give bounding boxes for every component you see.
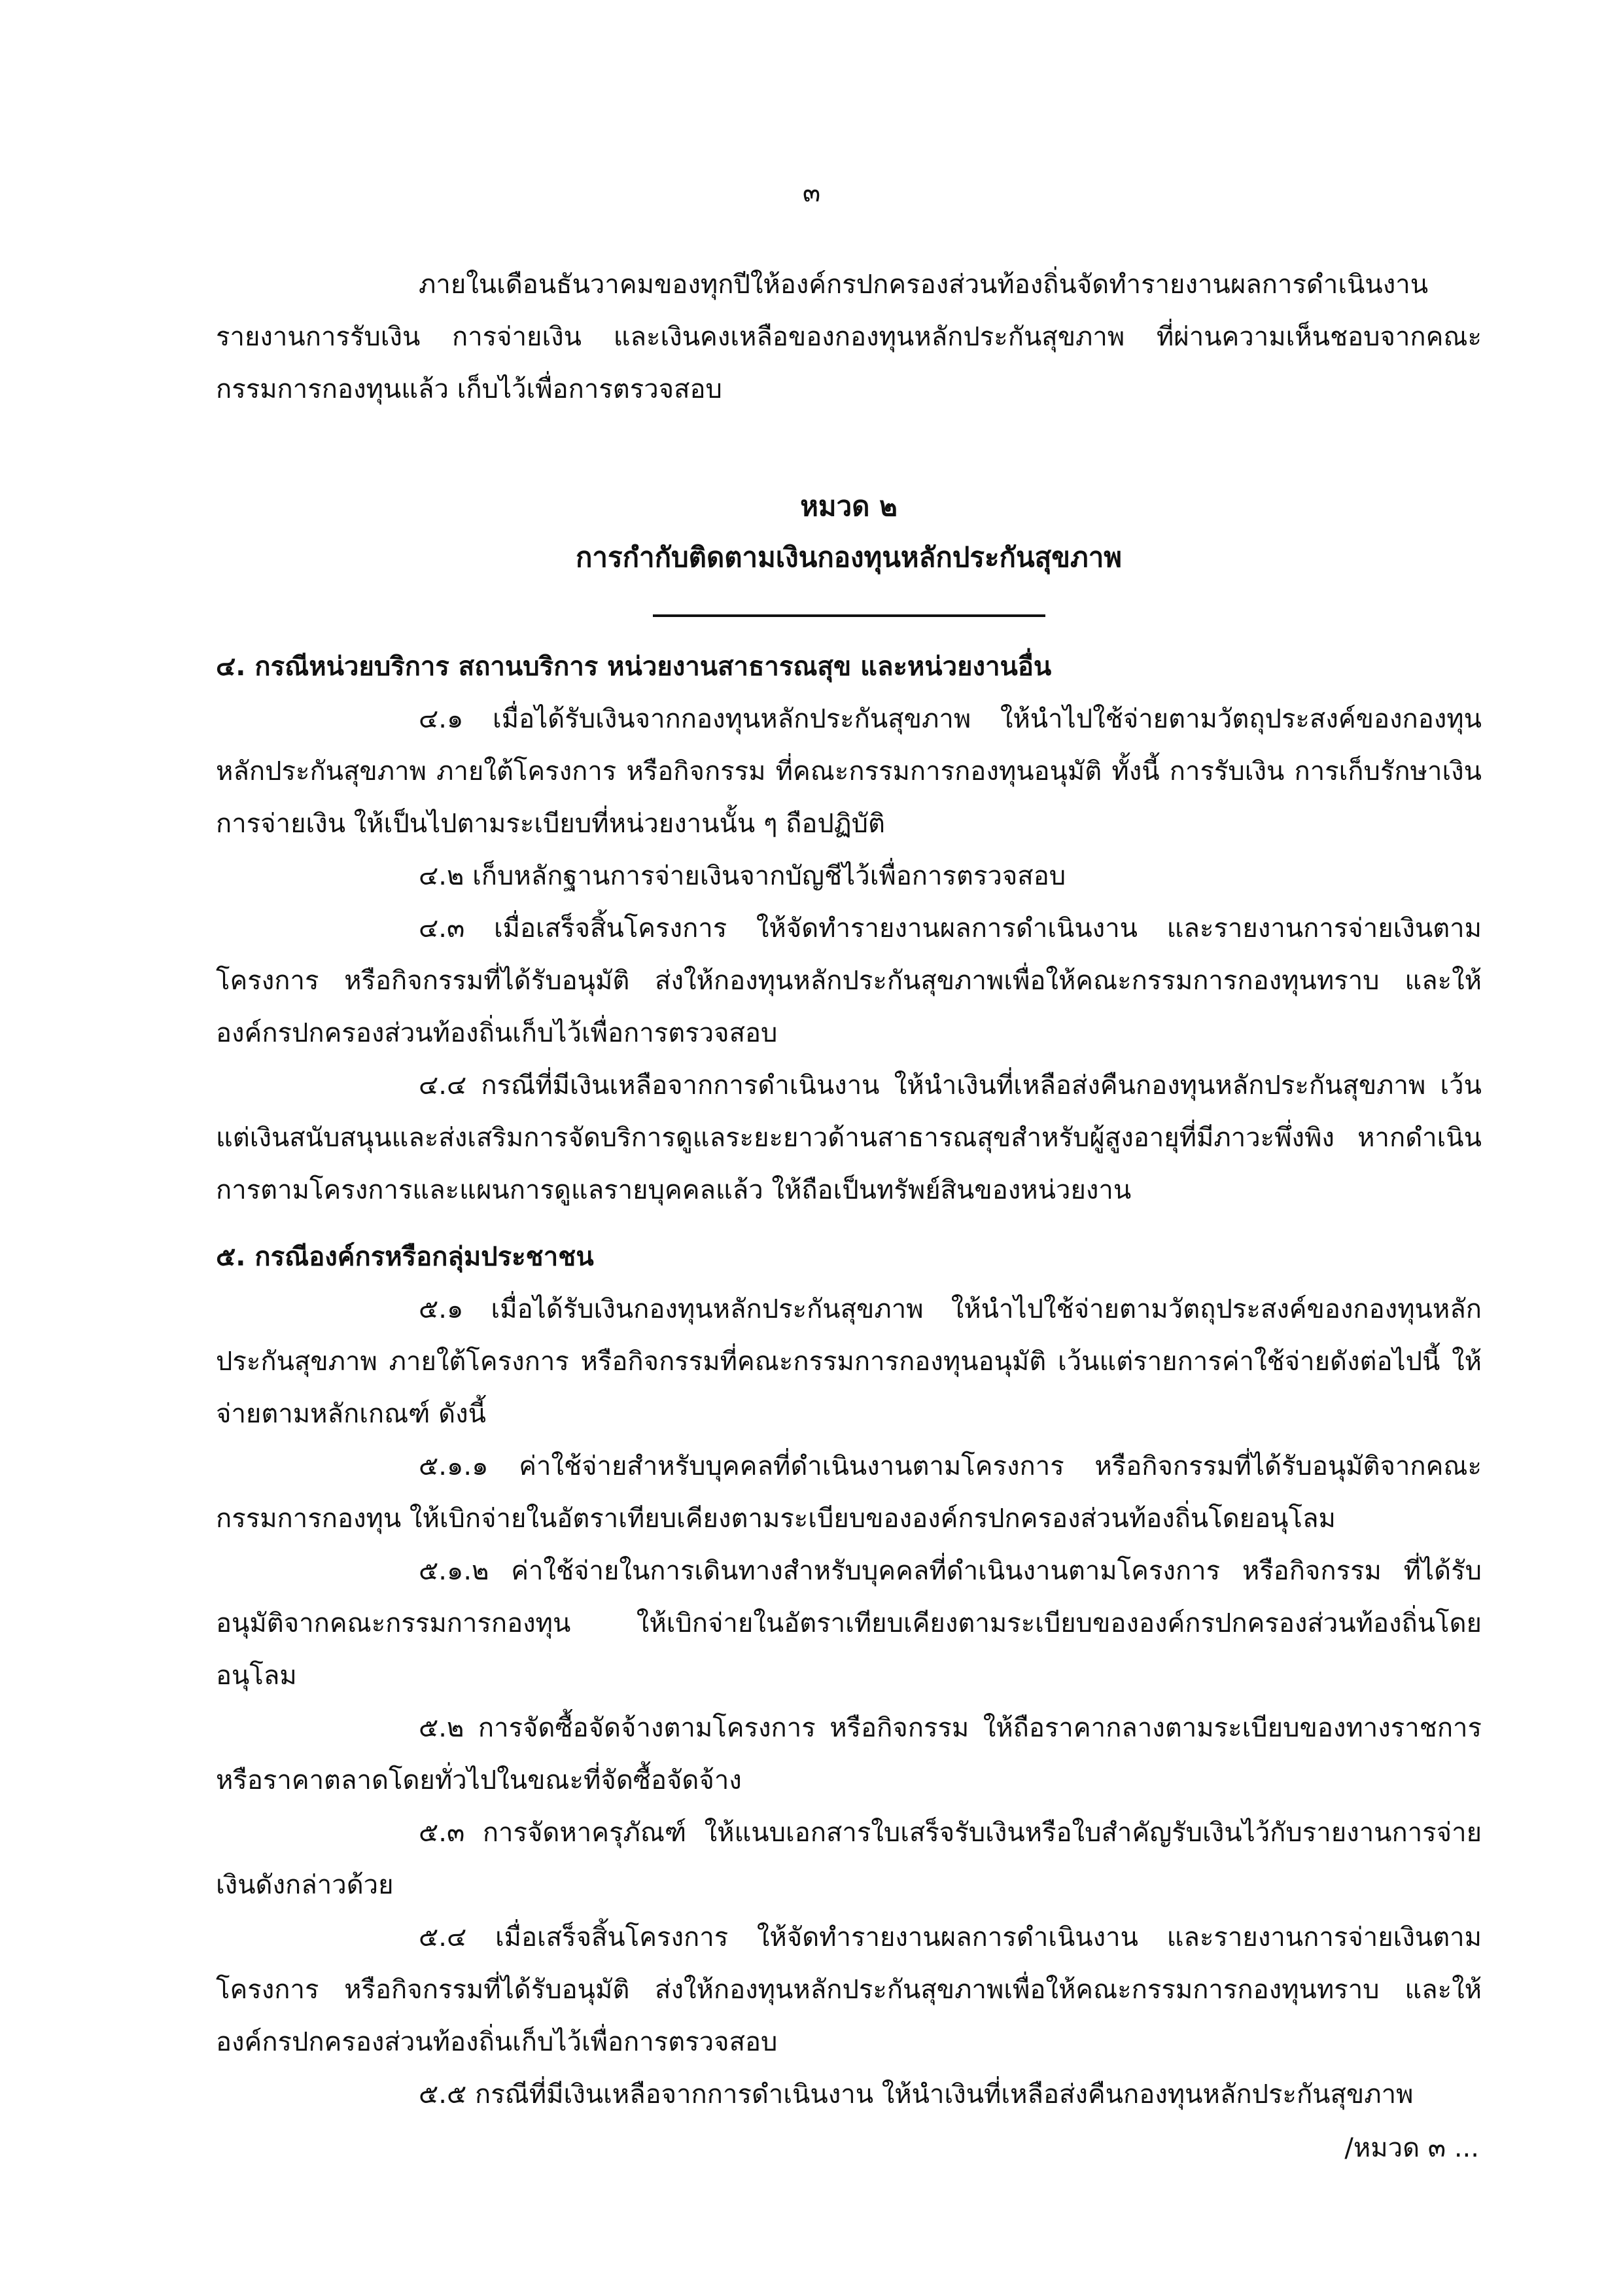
chapter-label: หมวด ๒ (800, 490, 898, 522)
chapter-divider (653, 614, 1045, 617)
page-number: ๓ (802, 178, 821, 208)
section-5-1-1: ๕.๑.๑ ค่าใช้จ่ายสำหรับบุคคลที่ดำเนินงานตามโครงการ หรือกิจกรรมที่ได้รับอนุมัติจากคณะกรรมการกองทุน ให้เบิกจ่ายในอัตราเทียบเคียงตามระเบียบขององค์กรปกครองส่วนท้องถิ่นโดยอนุโลม (216, 1451, 1482, 1534)
section-5-heading: ๕. กรณีองค์กรหรือกลุ่มประชาชน (216, 1242, 594, 1272)
section-5-2: ๕.๒ การจัดซื้อจัดจ้างตามโครงการ หรือกิจกรรม ให้ถือราคากลางตามระเบียบของทางราชการหรือราคาตลาดโดยทั่วไปในขณะที่จัดซื้อจัดจ้าง (216, 1713, 1482, 1795)
section-5-5: ๕.๕ กรณีที่มีเงินเหลือจากการดำเนินงาน ให้นำเงินที่เหลือส่งคืนกองทุนหลักประกันสุขภาพ (419, 2079, 1414, 2110)
section-5-1-2: ๕.๑.๒ ค่าใช้จ่ายในการเดินทางสำหรับบุคคลที่ดำเนินงานตามโครงการ หรือกิจกรรม ที่ได้รับอนุมัติจากคณะกรรมการกองทุน ให้เบิกจ่ายในอัตราเทียบเคียงตามระเบียบขององค์กรปกครองส่วนท้องถิ่นโดยอนุโลม (216, 1556, 1482, 1691)
section-4-4: ๔.๔ กรณีที่มีเงินเหลือจากการดำเนินงาน ให้นำเงินที่เหลือส่งคืนกองทุนหลักประกันสุขภาพ เว้นแต่เงินสนับสนุนและส่งเสริมการจัดบริการดูแลระยะยาวด้านสาธารณสุขสำหรับผู้สูงอายุที่มีภาวะพึ่งพิง หากดำเนินการตามโครงการและแผนการดูแลรายบุคคลแล้ว ให้ถือเป็นทรัพย์สินของหน่วยงาน (216, 1070, 1482, 1205)
chapter-header (216, 481, 1482, 617)
section-4-3: ๔.๓ เมื่อเสร็จสิ้นโครงการ ให้จัดทำรายงานผลการดำเนินงาน และรายงานการจ่ายเงินตามโครงการ หรือกิจกรรมที่ได้รับอนุมัติ ส่งให้กองทุนหลักประกันสุขภาพเพื่อให้คณะกรรมการกองทุนทราบ และให้องค์กรปกครองส่วนท้องถิ่นเก็บไว้เพื่อการตรวจสอบ (216, 913, 1482, 1048)
section-4-1: ๔.๑ เมื่อได้รับเงินจากกองทุนหลักประกันสุขภาพ ให้นำไปใช้จ่ายตามวัตถุประสงค์ของกองทุนหลักประกันสุขภาพ ภายใต้โครงการ หรือกิจกรรม ที่คณะกรรมการกองทุนอนุมัติ ทั้งนี้ การรับเงิน การเก็บรักษาเงิน การจ่ายเงิน ให้เป็นไปตามระเบียบที่หน่วยงานนั้น ๆ ถือปฏิบัติ (216, 704, 1482, 839)
section-4-2: ๔.๒ เก็บหลักฐานการจ่ายเงินจากบัญชีไว้เพื่อการตรวจสอบ (419, 861, 1066, 891)
section-5-1: ๕.๑ เมื่อได้รับเงินกองทุนหลักประกันสุขภาพ ให้นำไปใช้จ่ายตามวัตถุประสงค์ของกองทุนหลักประกันสุขภาพ ภายใต้โครงการ หรือกิจกรรมที่คณะกรรมการกองทุนอนุมัติ เว้นแต่รายการค่าใช้จ่ายดังต่อไปนี้ ให้จ่ายตามหลักเกณฑ์ ดังนี้ (216, 1294, 1482, 1429)
continuation-note: /หมวด ๓ ... (1344, 2133, 1479, 2163)
chapter-title: การกำกับติดตามเงินกองทุนหลักประกันสุขภาพ (576, 541, 1122, 573)
section-5-4: ๕.๔ เมื่อเสร็จสิ้นโครงการ ให้จัดทำรายงานผลการดำเนินงาน และรายงานการจ่ายเงินตามโครงการ หรือกิจกรรมที่ได้รับอนุมัติ ส่งให้กองทุนหลักประกันสุขภาพเพื่อให้คณะกรรมการกองทุนทราบ และให้องค์กรปกครองส่วนท้องถิ่นเก็บไว้เพื่อการตรวจสอบ (216, 1922, 1482, 2057)
section-4-heading: ๔. กรณีหน่วยบริการ สถานบริการ หน่วยงานสาธารณสุข และหน่วยงานอื่น (216, 652, 1052, 682)
intro-paragraph: ภายในเดือนธันวาคมของทุกปีให้องค์กรปกครองส่วนท้องถิ่นจัดทำรายงานผลการดำเนินงาน รายงานการรับเงิน การจ่ายเงิน และเงินคงเหลือของกองทุนหลักประกันสุขภาพ ที่ผ่านความเห็นชอบจากคณะกรรมการกองทุนแล้ว เก็บไว้เพื่อการตรวจสอบ (216, 270, 1482, 404)
document-body (216, 258, 1482, 2121)
section-5-3: ๕.๓ การจัดหาครุภัณฑ์ ให้แนบเอกสารใบเสร็จรับเงินหรือใบสำคัญรับเงินไว้กับรายงานการจ่ายเงินดังกล่าวด้วย (216, 1818, 1482, 1900)
